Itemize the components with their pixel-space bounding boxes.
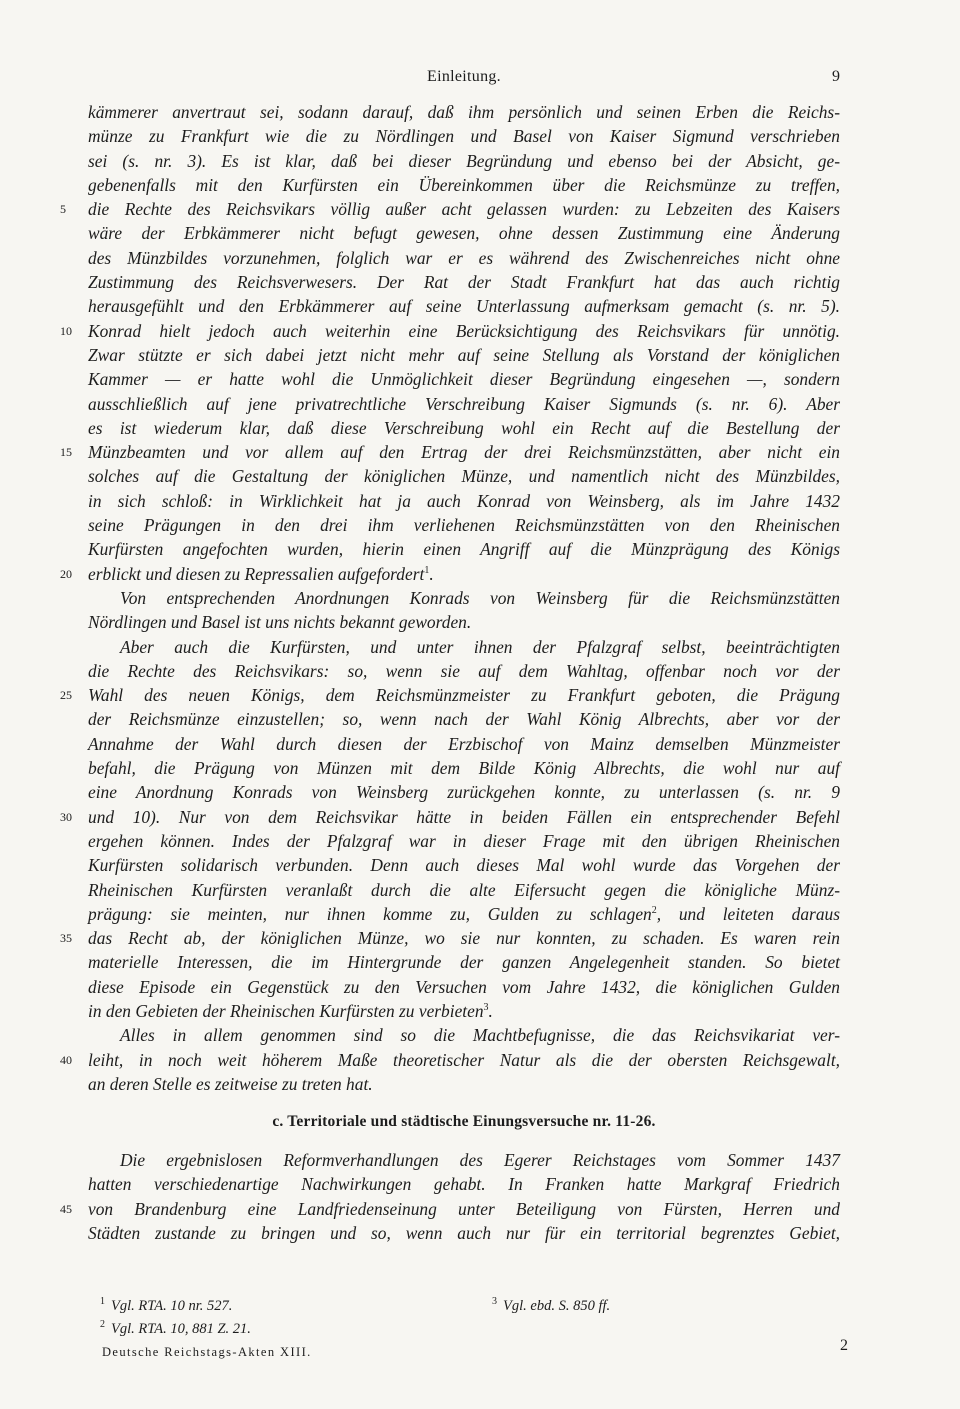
- line-text: Zustimmung des Reichsverwesers. Der Rat der Stadt Frankfurt hat das auch richtig: [88, 272, 840, 293]
- footnote-mark: 1: [100, 1296, 105, 1307]
- page-header: [88, 68, 840, 92]
- footnote-text: Vgl. RTA. 10, 881 Z. 21.: [111, 1320, 251, 1337]
- text-line: [88, 707, 840, 731]
- signature-mark: Deutsche Reichstags-Akten XIII.: [102, 1345, 312, 1359]
- line-text: Kurfürsten angefochten wurden, hierin einen Angriff auf die Münzprägung des Königs: [88, 539, 840, 560]
- text-line: [88, 1221, 840, 1245]
- line-text: in sich schloß: in Wirklichkeit hat ja auch Konrad von Weinsberg, als im Jahre 1432: [88, 490, 840, 511]
- footnote-reference: 3: [483, 1002, 489, 1014]
- footnote: [100, 1296, 232, 1315]
- page-number: 9: [832, 68, 840, 85]
- line-text: diese Episode ein Gegenstück zu den Versuchen vom Jahre 1432, die königlichen Gulden: [88, 976, 840, 997]
- footnote: [492, 1296, 610, 1315]
- line-text: Von entsprechenden Anordnungen Konrads von Weinsberg für die Reichsmünzstätten: [120, 587, 840, 608]
- footnote: [100, 1319, 251, 1338]
- text-line: [60, 1048, 840, 1072]
- section-heading: c. Territoriale und städtische Einungsversuche nr. 11-26.: [272, 1113, 656, 1131]
- line-text: der Reichsmünze einzustellen; so, wenn nach der Wahl König Albrechts, aber vor der: [88, 709, 840, 730]
- text-line: [88, 100, 840, 124]
- text-line: [88, 1023, 840, 1047]
- line-number: 30: [60, 809, 72, 824]
- line-text: kämmerer anvertraut sei, sodann darauf, daß ihm persönlich und seinen Erben die Reichs-: [88, 102, 840, 122]
- text-line: [60, 319, 840, 343]
- line-text: Alles in allem genommen sind so die Machtbefugnisse, die das Reichsvikariat ver-: [120, 1025, 840, 1046]
- line-text: gebenenfalls mit den Kurfürsten ein Übereinkommen über die Reichsmünze zu treffen,: [88, 174, 840, 195]
- text-line: [88, 659, 840, 683]
- line-text: ausschließlich auf jene privatrechtliche Verschreibung Kaiser Sigmunds (s. nr. 6). Aber: [88, 393, 840, 414]
- text-line: [60, 683, 840, 707]
- line-text: leiht, in noch weit höherem Maße theoretischer Natur als die der obersten Reichsgewalt,: [88, 1049, 840, 1070]
- text-line: [60, 805, 840, 829]
- text-line: [88, 149, 840, 173]
- line-text: Zwar stützte er sich dabei jetzt nicht mehr auf seine Stellung als Vorstand der königlichen: [88, 344, 840, 365]
- line-number: 40: [60, 1052, 72, 1067]
- line-text: Wahl des neuen Königs, dem Reichsmünzmeister zu Frankfurt geboten, die Prägung: [88, 685, 840, 706]
- text-line: [88, 173, 840, 197]
- line-number: 25: [60, 688, 72, 703]
- text-line: [88, 756, 840, 780]
- footnote-mark: 2: [100, 1319, 105, 1330]
- text-line: [88, 392, 840, 416]
- text-line: [88, 610, 840, 634]
- text-line: [88, 1148, 840, 1172]
- footnote-reference: 2: [651, 905, 657, 916]
- text-line: [88, 732, 840, 756]
- line-text: Münzbeamten und vor allem auf den Ertrag der drei Reichsmünzstätten, aber nicht ein: [88, 442, 840, 463]
- paragraph-block: [60, 100, 840, 1096]
- line-text: das Recht ab, der königlichen Münze, wo sie nur konnten, zu schaden. Es waren rein: [88, 928, 840, 949]
- line-text: wäre der Erbkämmerer nicht befugt gewesen, ohne dessen Zustimmung eine Änderung: [88, 223, 840, 244]
- text-line: [88, 221, 840, 245]
- line-text: hatten verschiedenartige Nachwirkungen gehabt. In Franken hatte Markgraf Friedrich: [88, 1174, 840, 1195]
- line-text: erblickt und diesen zu Repressalien aufgefordert: [88, 563, 425, 584]
- text-line: [88, 635, 840, 659]
- line-text: seine Prägungen in den drei ihm verliehenen Reichsmünzstätten von den Rheinischen: [88, 515, 840, 536]
- text-line: [88, 999, 840, 1023]
- text-line: [88, 294, 840, 318]
- line-number: 15: [60, 445, 72, 460]
- sheet-number: 2: [840, 1337, 848, 1354]
- text-line: [60, 197, 840, 221]
- text-line: [88, 367, 840, 391]
- text-line: [88, 586, 840, 610]
- line-text: in den Gebieten der Rheinischen Kurfürsten zu verbieten: [88, 1000, 484, 1021]
- text-line: [60, 926, 840, 950]
- text-line: [88, 537, 840, 561]
- line-text: des Münzbildes vorzunehmen, folglich war er es während des Zwischenreiches nicht ohne: [88, 247, 840, 268]
- line-text-continued: , und leiteten daraus: [656, 903, 840, 924]
- line-text: von Brandenburg eine Landfriedenseinung unter Beteiligung von Fürsten, Herren und: [88, 1198, 840, 1219]
- text-line: [88, 780, 840, 804]
- text-line: [88, 464, 840, 488]
- line-number: 45: [60, 1201, 72, 1216]
- line-text: Kurfürsten solidarisch verbunden. Denn auch dieses Mal wohl wurde das Vorgehen der: [88, 855, 840, 876]
- line-text: befahl, die Prägung von Münzen mit dem Bilde König Albrechts, die wohl nur auf: [88, 758, 840, 779]
- line-text: die Rechte des Reichsvikars: so, wenn sie auf dem Wahltag, offenbar noch vor der: [88, 660, 840, 681]
- line-text: solches auf die Gestaltung der königlichen Münze, und namentlich nicht des Münzbildes,: [88, 466, 840, 487]
- text-line: [88, 489, 840, 513]
- text-line: [88, 416, 840, 440]
- footnote-mark: 3: [492, 1296, 497, 1307]
- paragraph-block: [60, 1148, 840, 1245]
- line-text: Annahme der Wahl durch diesen der Erzbischof von Mainz demselben Münzmeister: [88, 733, 840, 754]
- text-line: [88, 513, 840, 537]
- text-line: [88, 124, 840, 148]
- line-text: münze zu Frankfurt wie die zu Nördlingen und Basel von Kaiser Sigmund verschrieben: [88, 126, 840, 147]
- line-text: Kammer — er hatte wohl die Unmöglichkeit dieser Begründung eingesehen —, sondern: [88, 369, 840, 390]
- line-text: materielle Interessen, die im Hintergrunde der ganzen Angelegenheit standen. So bietet: [88, 952, 840, 973]
- line-number: 20: [60, 566, 72, 581]
- footnote-reference: 1: [424, 564, 430, 576]
- line-text-continued: .: [429, 563, 434, 584]
- line-text: sei (s. nr. 3). Es ist klar, daß bei dieser Begründung und ebenso bei der Absicht, ge-: [88, 150, 840, 171]
- footnote-text: Vgl. RTA. 10 nr. 527.: [111, 1297, 233, 1314]
- text-line: [88, 853, 840, 877]
- text-line: [60, 1197, 840, 1221]
- line-text-continued: .: [488, 1000, 493, 1021]
- body-text: [60, 100, 840, 1245]
- line-number: 10: [60, 323, 72, 338]
- line-text: Konrad hielt jedoch auch weiterhin eine Berücksichtigung des Reichsvikars für unnötig.: [88, 320, 840, 341]
- text-line: [88, 878, 840, 902]
- line-text: Rheinischen Kurfürsten veranlaßt durch die alte Eifersucht gegen die königliche Münz-: [88, 879, 840, 900]
- text-line: [60, 562, 840, 586]
- text-line: [88, 246, 840, 270]
- line-text: an deren Stelle es zeitweise zu treten hat.: [88, 1073, 373, 1094]
- line-text: und 10). Nur von dem Reichsvikar hätte in beiden Fällen ein entsprechender Befehl: [88, 806, 840, 827]
- text-line: [88, 270, 840, 294]
- line-text: herausgefühlt und den Erbkämmerer auf seine Unterlassung aufmerksam gemacht (s. nr. 5).: [88, 296, 840, 317]
- line-number: 5: [60, 202, 66, 217]
- line-text: Die ergebnislosen Reformverhandlungen des Egerer Reichstages vom Sommer 1437: [120, 1150, 840, 1171]
- text-line: [88, 1172, 840, 1196]
- text-line: [88, 975, 840, 999]
- line-text: die Rechte des Reichsvikars völlig außer acht gelassen wurden: zu Lebzeiten des Kaisers: [88, 199, 840, 220]
- running-title: Einleitung.: [427, 68, 501, 85]
- text-line: [88, 902, 840, 926]
- line-text: eine Anordnung Konrads von Weinsberg zurückgehen konnte, zu unterlassen (s. nr. 9: [88, 782, 840, 803]
- line-text: Nördlingen und Basel ist uns nichts bekannt geworden.: [88, 612, 472, 633]
- text-line: [88, 1072, 840, 1096]
- line-text: prägung: sie meinten, nur ihnen komme zu, Gulden zu schlagen: [88, 903, 652, 924]
- text-line: [60, 440, 840, 464]
- line-text: Städten zustande zu bringen und so, wenn auch nur für ein territorial begrenztes Gebiet,: [88, 1223, 840, 1244]
- line-text: ergehen können. Indes der Pfalzgraf war in dieser Frage mit den übrigen Rheinischen: [88, 830, 840, 851]
- line-number: 35: [60, 931, 72, 946]
- line-text: Aber auch die Kurfürsten, und unter ihnen der Pfalzgraf selbst, beeinträchtigten: [120, 636, 840, 657]
- footnote-text: Vgl. ebd. S. 850 ff.: [503, 1297, 611, 1314]
- text-line: [88, 343, 840, 367]
- line-text: es ist wiederum klar, daß diese Verschreibung wohl ein Recht auf die Bestellung der: [88, 417, 840, 438]
- text-line: [88, 829, 840, 853]
- text-line: [88, 950, 840, 974]
